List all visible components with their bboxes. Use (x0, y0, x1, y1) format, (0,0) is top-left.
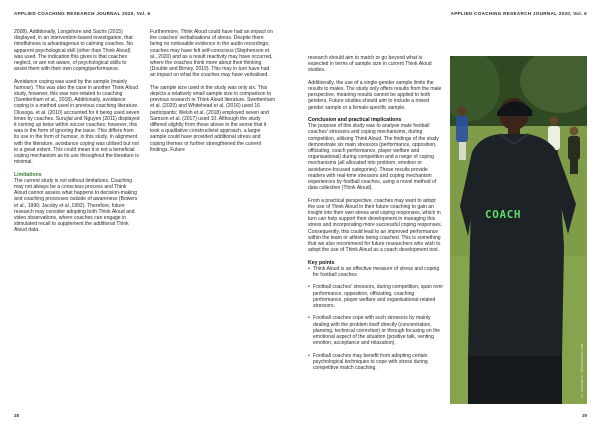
paragraph: Additionally, the use of a single-gender sample limits the results to males. The study only offers results from the male perspective, meaning results cannot be applied to both genders. Future studies should aim to include a mixed gender sample or a female-specific sample. (308, 79, 442, 111)
paragraph: The sample size used in the study was only six. This depicts a relatively small sample size in comparison to previous research in Think Aloud literature. Swettenham et al. (2020) and Whitehead et al. (2016) used 16 participants; Welsh et al. (2018) employed seven and Samson et al. (2017) used 10. Although the study differed slightly from those above in the sense that it took a qualitative constructivist approach, a larger sample could have provided additional stress and coping themes or further strengthened the current findings. Future (150, 84, 276, 153)
paragraph: From a practical perspective, coaches may want to adopt the use of Think Aloud in their future coaching to gain an insight into their own stress and coping responses, which in turn can help support their development in managing this stress and incorporating more successful coping responses. Consequently, this could lead to an improved performance within the team or athlete being coached. This is something that we also recommend for future researchers who wish to adopt the use of Think Aloud as a coach development tool. (308, 197, 443, 254)
key-points-list (308, 266, 444, 371)
paragraph: 2008). Additionally, Longshore and Sachs (2015) displayed, in an intervention-based investigation, that mindfulness is advantageous to calming coaches. No apparent psychological skill (other than Think Aloud) was used. The indication this gives is that coaches neglect, or are not aware, of psychological skills to assist them with their own coping/performance. (14, 29, 133, 73)
paragraph: Avoidance coping was used by the sample (mainly humour). This was also the case in another Think Aloud study, however, this was non-related to coaching (Swettenham et al., 2018). Additionally, avoidance coping is a method used in previous coaching literature. Olusoga, et al. (2010) accounted for it being used seven times by coaches. Surujlal and Nguyen (2011) displayed it coming up twice within soccer coaches; however, this was in the form of ignoring the issue. This differs from its use in the form of humour, in this study. In alignment with the literature, avoidance coping was utilised but not to a great extent. This could mean it is not a beneficial coping mechanism as its use throughout the literature is minimal. (14, 78, 140, 166)
photo-credit: © Lemonpics / Shutterstock.com (580, 344, 584, 398)
left-page-column-1 (14, 29, 140, 240)
coach-shirt-text: COACH (485, 208, 522, 221)
key-point-item: • Football coaches' stressors, during competition, span over performance, opposition, officiating, coaching performance, player welfare and organisational-related stressors. (308, 284, 444, 309)
coach-photo-illustration (450, 56, 587, 404)
running-header-left: APPLIED COACHING RESEARCH JOURNAL 2020, Vol. 6 (14, 11, 151, 16)
paragraph: research should aim to match or go beyond what is expected in terms of sample size in current Think Aloud studies. (308, 55, 432, 74)
page-number-left: 28 (14, 413, 19, 418)
paragraph: The purpose of this study was to analyse male football coaches' stressors and coping mechanisms, during competition, utilising Think Aloud. The findings of the study demonstrate six main stressors (performance, opposition, officiating, coach performance, player welfare and organisational) during competition and a range of coping mechanisms (all allocated into problem, emotion or avoidance-focused categories). These results provide readers with real-time stressors and coping mechanism experiences by football coaches, using a novel method of data collection (Think Aloud). (308, 123, 439, 192)
page-number-right: 29 (582, 413, 587, 418)
conclusion-heading: Conclusion and practical implications (308, 117, 402, 123)
key-points-heading: Key points (308, 259, 335, 266)
paragraph: The current study is not without limitations. Coaching may not always be a conscious process and Think Aloud cannot assess what happens to decision-making and coaching processes outside of awareness (Bowers et al., 1990; Jacoby et al.,1992). Therefore, future research may consider adopting both Think Aloud and video observations, where coaches can engage in stimulated recall to supplement the additional Think Aloud data. (14, 177, 138, 234)
running-header-right: APPLIED COACHING RESEARCH JOURNAL 2020, Vol. 6 (450, 11, 587, 16)
key-point-item: • Football coaches cope with such stressors by mainly dealing with the problem itself directly (concentration, planning, technical correction) or through focusing on the emotional aspect of the situation (positive talk, venting emotion, acceptance and relaxation). (308, 315, 444, 346)
limitations-heading: Limitations (14, 171, 42, 178)
right-page-text-column (308, 55, 444, 377)
left-page-column-2 (150, 29, 276, 159)
coach-photo (450, 56, 587, 404)
key-point-item: • Think Aloud is an effective measure of stress and coping for football coaches (308, 266, 444, 278)
key-point-item: • Football coaches may benefit from adopting certain psychological techniques to cope with stress during competitive match coaching. (308, 353, 444, 372)
paragraph: Furthermore, Think Aloud could have had an impact on the coaches' verbalisations of stress. Despite there being no noticeable evidence in the audio recordings, coaches may have felt self-conscious (Stephenson et al., 2020) and as a result reactivity may have occurred, where the coaches think more about their thinking (Double and Birney, 2019). This may in turn have had an impact on what the coaches may have verbalised. (150, 29, 273, 79)
